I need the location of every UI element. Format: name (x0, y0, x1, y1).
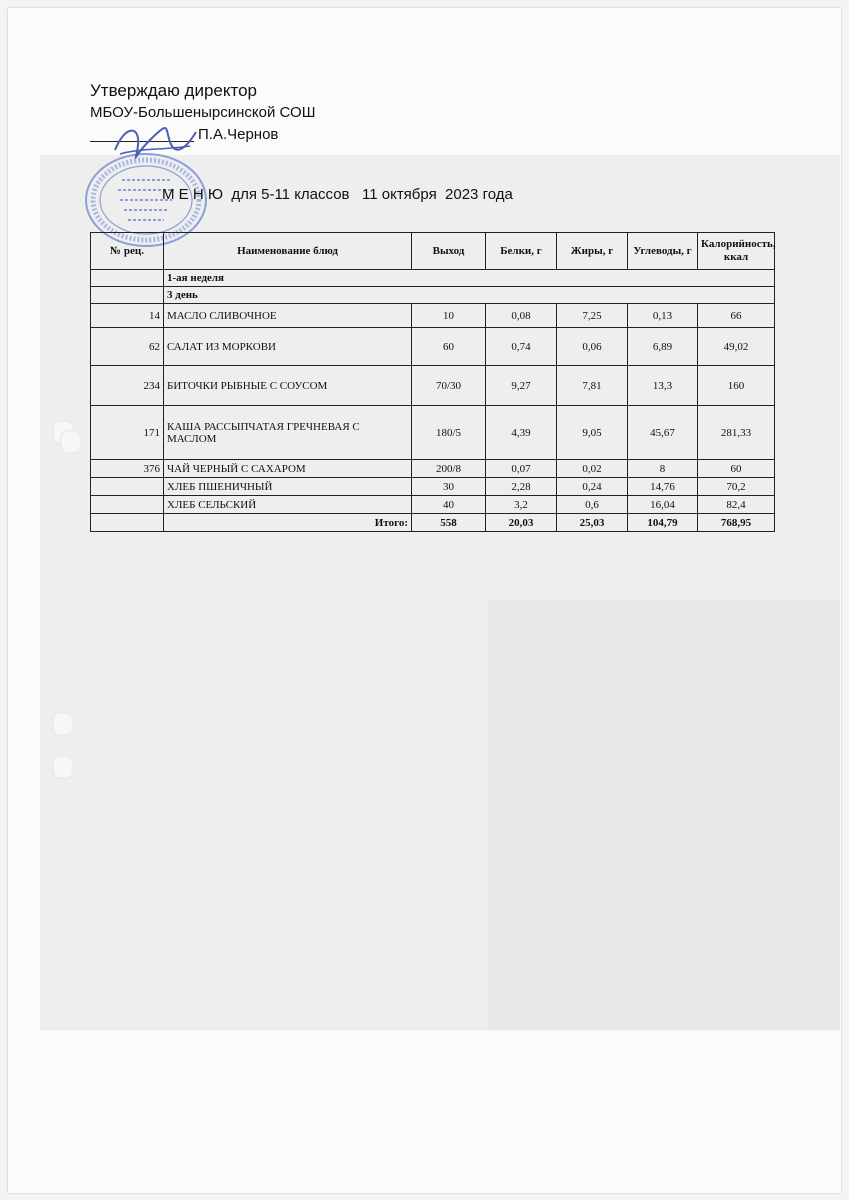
dish-name: САЛАТ ИЗ МОРКОВИ (164, 328, 412, 366)
director-signature (110, 120, 200, 165)
proteins-value: 2,28 (486, 478, 557, 496)
total-output: 558 (412, 514, 486, 532)
proteins-value: 9,27 (486, 366, 557, 406)
calories-value: 70,2 (698, 478, 775, 496)
punch-hole (60, 430, 82, 454)
carbs-value: 45,67 (628, 406, 698, 460)
day-row-empty-cell (91, 287, 164, 304)
proteins-value: 0,74 (486, 328, 557, 366)
fats-value: 9,05 (557, 406, 628, 460)
carbs-value: 16,04 (628, 496, 698, 514)
proteins-value: 0,07 (486, 460, 557, 478)
fats-value: 7,81 (557, 366, 628, 406)
total-carbs: 104,79 (628, 514, 698, 532)
output-value: 30 (412, 478, 486, 496)
header-proteins: Белки, г (486, 233, 557, 270)
fats-value: 0,24 (557, 478, 628, 496)
fats-value: 0,06 (557, 328, 628, 366)
proteins-value: 3,2 (486, 496, 557, 514)
total-empty-cell (91, 514, 164, 532)
output-value: 40 (412, 496, 486, 514)
recipe-number: 376 (91, 460, 164, 478)
header-calories: Калорийность, ккал (698, 233, 775, 270)
proteins-value: 4,39 (486, 406, 557, 460)
table-row (91, 496, 775, 514)
total-label: Итого: (164, 514, 412, 532)
header-carbs: Углеводы, г (628, 233, 698, 270)
calories-value: 66 (698, 304, 775, 328)
recipe-number (91, 478, 164, 496)
week-label: 1-ая неделя (164, 270, 775, 287)
scan-shadow-area-lower (488, 600, 840, 1030)
calories-value: 49,02 (698, 328, 775, 366)
table-row (91, 304, 775, 328)
dish-name: ЧАЙ ЧЕРНЫЙ С САХАРОМ (164, 460, 412, 478)
recipe-number: 234 (91, 366, 164, 406)
menu-title: М Е Н Ю для 5-11 классов 11 октября 2023 года (162, 186, 513, 203)
table-row (91, 460, 775, 478)
total-proteins: 20,03 (486, 514, 557, 532)
total-row (91, 514, 775, 532)
day-row (91, 287, 775, 304)
approval-line-3: П.А.Чернов (90, 124, 315, 146)
carbs-value: 13,3 (628, 366, 698, 406)
calories-value: 281,33 (698, 406, 775, 460)
carbs-value: 8 (628, 460, 698, 478)
day-label: 3 день (164, 287, 775, 304)
fats-value: 0,6 (557, 496, 628, 514)
carbs-value: 6,89 (628, 328, 698, 366)
total-fats: 25,03 (557, 514, 628, 532)
table-row (91, 366, 775, 406)
carbs-value: 14,76 (628, 478, 698, 496)
header-output: Выход (412, 233, 486, 270)
output-value: 60 (412, 328, 486, 366)
fats-value: 0,02 (557, 460, 628, 478)
output-value: 10 (412, 304, 486, 328)
total-calories: 768,95 (698, 514, 775, 532)
output-value: 200/8 (412, 460, 486, 478)
carbs-value: 0,13 (628, 304, 698, 328)
dish-name: МАСЛО СЛИВОЧНОЕ (164, 304, 412, 328)
table-row (91, 328, 775, 366)
table-row (91, 478, 775, 496)
header-recipe-number: № рец. (91, 233, 164, 270)
dish-name: ХЛЕБ ПШЕНИЧНЫЙ (164, 478, 412, 496)
calories-value: 60 (698, 460, 775, 478)
output-value: 180/5 (412, 406, 486, 460)
proteins-value: 0,08 (486, 304, 557, 328)
dish-name: КАША РАССЫПЧАТАЯ ГРЕЧНЕВАЯ С МАСЛОМ (164, 406, 412, 460)
menu-table (90, 232, 775, 532)
approval-line-2: МБОУ-Большенырсинской СОШ (90, 104, 316, 121)
dish-name: ХЛЕБ СЕЛЬСКИЙ (164, 496, 412, 514)
approval-line-1: Утверждаю директор (90, 81, 258, 100)
recipe-number: 14 (91, 304, 164, 328)
table-header-row (91, 233, 775, 270)
punch-hole (52, 712, 74, 736)
output-value: 70/30 (412, 366, 486, 406)
calories-value: 160 (698, 366, 775, 406)
recipe-number: 171 (91, 406, 164, 460)
week-row-empty-cell (91, 270, 164, 287)
calories-value: 82,4 (698, 496, 775, 514)
header-fats: Жиры, г (557, 233, 628, 270)
table-row (91, 406, 775, 460)
dish-name: БИТОЧКИ РЫБНЫЕ С СОУСОМ (164, 366, 412, 406)
punch-hole (52, 755, 74, 779)
recipe-number: 62 (91, 328, 164, 366)
week-row (91, 270, 775, 287)
recipe-number (91, 496, 164, 514)
fats-value: 7,25 (557, 304, 628, 328)
header-dish-name: Наименование блюд (164, 233, 412, 270)
